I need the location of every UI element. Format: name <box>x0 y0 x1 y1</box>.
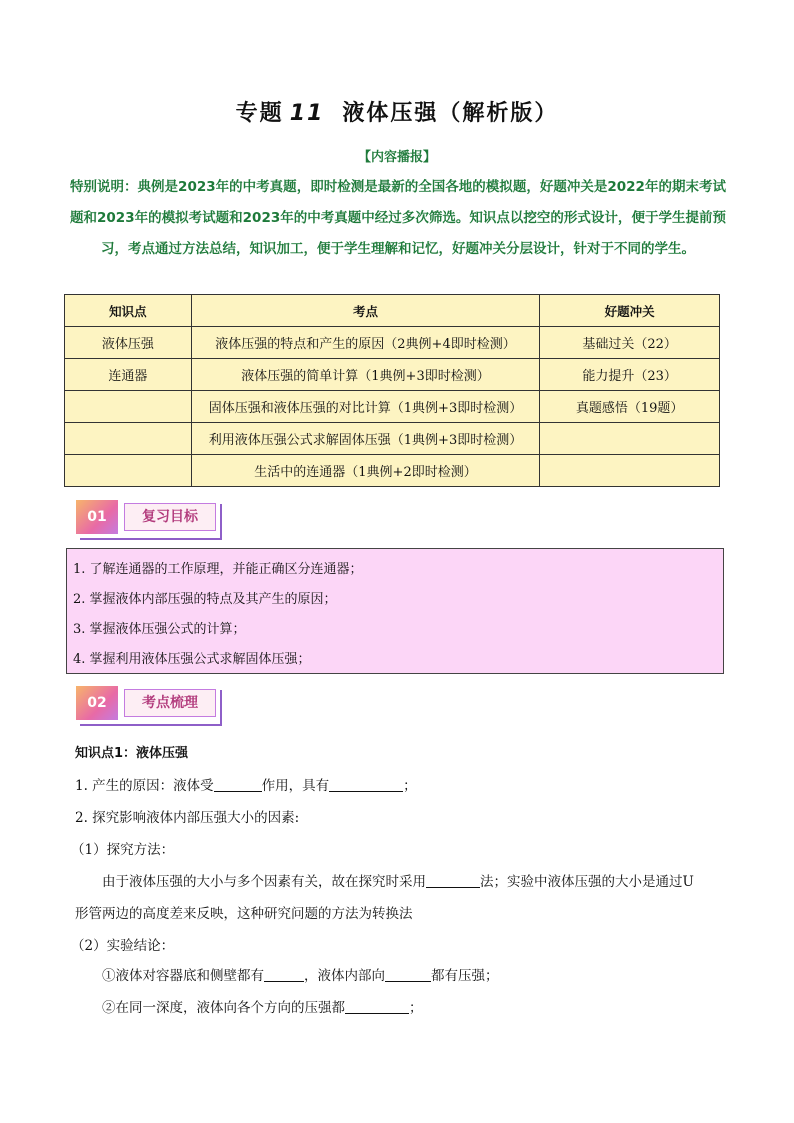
header-practice: 好题冲关 <box>540 295 720 327</box>
fill-blank <box>385 967 431 982</box>
table-row <box>65 359 720 391</box>
table-cell: 真题感悟（19题） <box>540 391 720 423</box>
content-broadcast-heading: 【内容播报】 <box>357 150 436 165</box>
text-segment: ①液体对容器底和侧壁都有 <box>102 968 264 984</box>
review-goals-box <box>66 548 724 674</box>
text-segment: 1. 产生的原因：液体受 <box>75 778 214 794</box>
table-cell <box>540 455 720 487</box>
section-label: 复习目标 <box>124 503 216 531</box>
table-row <box>65 455 720 487</box>
table-cell: 液体压强 <box>65 327 192 359</box>
fill-blank <box>214 777 262 792</box>
content-line-5: 形管两边的高度差来反映，这种研究问题的方法为转换法 <box>75 906 413 922</box>
content-line-6: （2）实验结论： <box>71 938 175 954</box>
table-cell <box>65 423 192 455</box>
title-number: 11 <box>289 101 325 126</box>
header-knowledge-point: 知识点 <box>65 295 192 327</box>
section-number-badge: 01 <box>76 500 118 534</box>
table-row <box>65 423 720 455</box>
table-cell: 液体压强的特点和产生的原因（2典例+4即时检测） <box>191 327 539 359</box>
title-prefix: 专题 <box>235 101 284 126</box>
table-cell: 能力提升（23） <box>540 359 720 391</box>
text-segment: 作用，具有 <box>261 778 330 794</box>
table-row <box>65 391 720 423</box>
table-cell: 液体压强的简单计算（1典例+3即时检测） <box>191 359 539 391</box>
section-number-badge: 02 <box>76 686 118 720</box>
table-cell: 生活中的连通器（1典例+2即时检测） <box>191 455 539 487</box>
text-segment: ②在同一深度，液体向各个方向的压强都 <box>102 1000 345 1016</box>
page-title <box>0 96 794 127</box>
section-header-review-goals <box>76 500 218 530</box>
header-exam-point: 考点 <box>191 295 539 327</box>
goal-item: 3. 掌握液体压强公式的计算； <box>73 622 246 637</box>
content-line-1 <box>75 774 417 794</box>
goal-item: 2. 掌握液体内部压强的特点及其产生的原因； <box>73 592 337 607</box>
text-segment: 由于液体压强的大小与多个因素有关，故在探究时采用 <box>102 874 426 890</box>
content-line-3: （1）探究方法： <box>71 842 175 858</box>
goal-item: 4. 掌握利用液体压强公式求解固体压强； <box>73 652 311 667</box>
fill-blank <box>264 967 304 982</box>
section-label: 考点梳理 <box>124 689 216 717</box>
fill-blank <box>426 873 480 888</box>
table-cell <box>65 455 192 487</box>
knowledge-point-table <box>64 294 720 487</box>
table-row <box>65 327 720 359</box>
table-cell: 基础过关（22） <box>540 327 720 359</box>
goal-item: 1. 了解连通器的工作原理，并能正确区分连通器； <box>73 562 363 577</box>
table-cell: 利用液体压强公式求解固体压强（1典例+3即时检测） <box>191 423 539 455</box>
title-main: 液体压强（解析版） <box>342 101 559 126</box>
special-note-paragraph: 特别说明：典例是2023年的中考真题，即时检测是最新的全国各地的模拟题，好题冲关是2022年的期末考试题和2023年的模拟考试题和2023年的中考真题中经过多次筛选。知识点以挖空的形式设计，便于学生提前预习，考点通过方法总结，知识加工，便于学生理解和记忆，好题冲关分层设计，针对于不同的学生。 <box>70 179 726 257</box>
fill-blank <box>345 999 409 1014</box>
knowledge-point-heading: 知识点1：液体压强 <box>75 746 189 761</box>
content-line-8 <box>102 996 423 1016</box>
text-segment: 法；实验中液体压强的大小是通过U <box>480 874 694 890</box>
section-header-exam-points <box>76 686 218 716</box>
text-segment: ； <box>409 1000 423 1016</box>
text-segment: ，液体内部向 <box>304 968 385 984</box>
content-line-7 <box>102 964 499 984</box>
table-cell: 连通器 <box>65 359 192 391</box>
text-segment: ； <box>403 778 417 794</box>
table-cell <box>65 391 192 423</box>
fill-blank <box>329 777 403 792</box>
content-line-2: 2. 探究影响液体内部压强大小的因素: <box>75 810 300 826</box>
table-header-row <box>65 295 720 327</box>
table-cell <box>540 423 720 455</box>
content-line-4 <box>102 870 694 890</box>
text-segment: 都有压强； <box>431 968 499 984</box>
table-cell: 固体压强和液体压强的对比计算（1典例+3即时检测） <box>191 391 539 423</box>
